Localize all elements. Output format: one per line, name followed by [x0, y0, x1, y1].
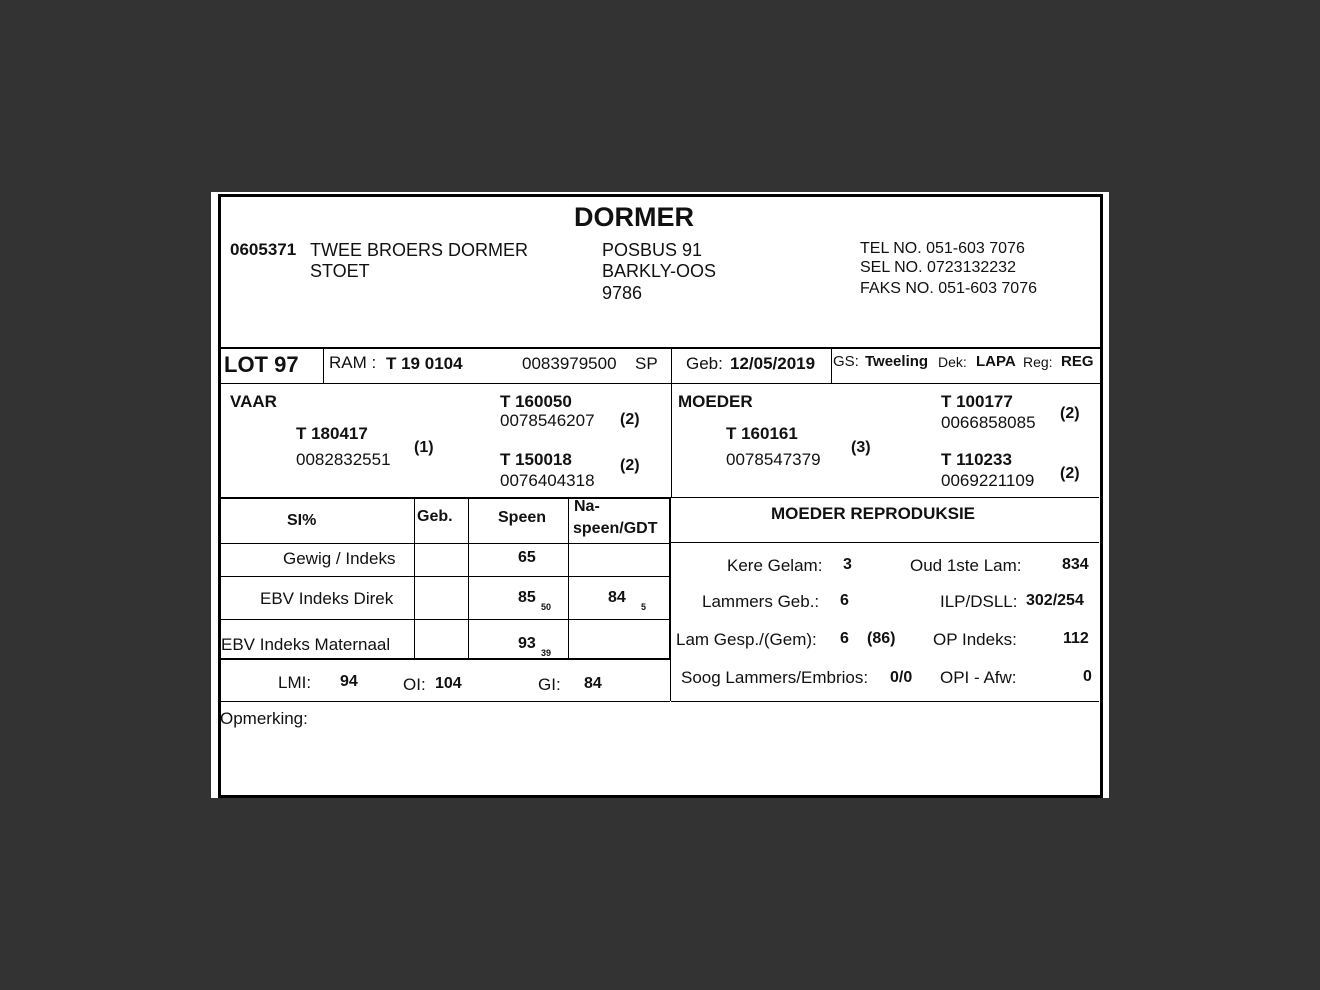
gesp-value: 6 — [840, 630, 849, 647]
address-line3: 9786 — [602, 283, 643, 303]
lammers-value: 6 — [840, 592, 849, 609]
kere-label: Kere Gelam: — [727, 556, 823, 575]
tel-number: TEL NO. 051-603 7076 — [860, 240, 1025, 257]
repro-title-rule — [671, 542, 1099, 543]
breeder-code: 0605371 — [230, 240, 297, 259]
moeder-id: T 160161 — [726, 424, 798, 443]
gi-value: 84 — [584, 675, 602, 692]
op-value: 112 — [1063, 630, 1089, 647]
si-row-label: EBV Indeks Maternaal — [221, 635, 391, 654]
sel-number: SEL NO. 0723132232 — [860, 259, 1016, 276]
opi-label: OPI - Afw: — [940, 668, 1017, 687]
si-row-rule-1 — [220, 543, 670, 544]
si-header-speen: Speen — [498, 509, 547, 526]
si-row-rule-2 — [220, 576, 670, 577]
moeder-number: 0078547379 — [726, 450, 821, 469]
si-row-naspeen-sub: 5 — [641, 602, 647, 612]
si-row-speen: 93 — [518, 635, 536, 652]
si-row-speen-sub: 39 — [541, 648, 552, 658]
moeder-dam-count: (2) — [1060, 465, 1080, 482]
si-header-naspeen-line1: Na- — [574, 498, 600, 515]
si-header-label: SI% — [287, 512, 317, 529]
si-col-divider-3 — [568, 498, 569, 660]
si-row-speen: 85 — [518, 589, 536, 606]
gesp-gem: (86) — [867, 630, 896, 647]
lmi-label: LMI: — [278, 673, 312, 692]
address-line1: POSBUS 91 — [602, 240, 703, 260]
ram-number: 0083979500 — [522, 354, 617, 373]
oi-value: 104 — [435, 675, 462, 692]
repro-title: MOEDER REPRODUKSIE — [771, 504, 976, 523]
geb-divider — [831, 348, 832, 384]
remarks-label: Opmerking: — [220, 709, 308, 728]
faks-number: FAKS NO. 051-603 7076 — [860, 280, 1037, 297]
moeder-dam-id: T 110233 — [941, 450, 1012, 469]
vaar-label: VAAR — [230, 392, 277, 411]
ram-label: RAM : — [329, 353, 377, 372]
breeder-name-line2: STOET — [310, 261, 370, 281]
vaar-sire-id: T 160050 — [500, 392, 572, 411]
vaar-sire-number: 0078546207 — [500, 411, 595, 430]
repro-left-rule — [670, 497, 671, 701]
geb-date: 12/05/2019 — [730, 354, 816, 373]
si-row-speen: 65 — [518, 549, 536, 566]
vaar-sire-count: (2) — [620, 411, 640, 428]
oud-value: 834 — [1062, 556, 1089, 573]
si-row-rule-3 — [220, 619, 670, 620]
gesp-label: Lam Gesp./(Gem): — [676, 630, 817, 649]
oi-label: OI: — [403, 675, 426, 694]
dek-label: Dek: — [938, 354, 967, 370]
ram-divider — [671, 348, 672, 384]
vaar-dam-number: 0076404318 — [500, 471, 595, 490]
ilp-value: 302/254 — [1026, 592, 1084, 609]
pedigree-divider — [671, 384, 672, 497]
moeder-dam-number: 0069221109 — [941, 471, 1035, 490]
vaar-count: (1) — [414, 439, 434, 456]
repro-bottom-rule — [671, 701, 1099, 702]
gs-value: Tweeling — [865, 353, 929, 370]
op-label: OP Indeks: — [933, 630, 1017, 649]
ilp-label: ILP/DSLL: — [940, 592, 1018, 611]
reg-value: REG — [1061, 353, 1094, 370]
si-col-divider-1 — [414, 498, 415, 660]
vaar-id: T 180417 — [296, 424, 368, 443]
geb-label: Geb: — [686, 354, 723, 373]
reg-label: Reg: — [1023, 354, 1053, 370]
repro-top-rule — [671, 497, 1099, 498]
lmi-value: 94 — [340, 673, 358, 690]
opi-value: 0 — [1083, 668, 1092, 685]
moeder-sire-number: 0066858085 — [941, 413, 1036, 432]
lot-row-top-rule — [220, 347, 1100, 349]
ram-class: SP — [635, 354, 658, 373]
kere-value: 3 — [843, 556, 852, 573]
vaar-number: 0082832551 — [296, 450, 391, 469]
si-col-divider-2 — [468, 498, 469, 660]
si-row-naspeen: 84 — [608, 589, 626, 606]
gs-label: GS: — [833, 353, 859, 370]
si-row-speen-sub: 50 — [541, 602, 552, 612]
address-line2: BARKLY-OOS — [602, 261, 717, 281]
soog-label: Soog Lammers/Embrios: — [681, 668, 869, 687]
lot-divider — [323, 348, 324, 384]
moeder-count: (3) — [851, 439, 871, 456]
oud-label: Oud 1ste Lam: — [910, 556, 1022, 575]
indices-bottom-rule — [220, 701, 670, 702]
soog-value: 0/0 — [890, 669, 913, 686]
breed-title: DORMER — [574, 202, 694, 232]
lammers-label: Lammers Geb.: — [702, 592, 820, 611]
breeder-name-line1: TWEE BROERS DORMER — [310, 240, 529, 260]
moeder-label: MOEDER — [678, 392, 753, 411]
si-row-label: EBV Indeks Direk — [260, 589, 394, 608]
lot-card — [211, 192, 1109, 798]
si-row-label: Gewig / Indeks — [283, 549, 396, 568]
vaar-dam-id: T 150018 — [500, 450, 572, 469]
vaar-dam-count: (2) — [620, 457, 640, 474]
gi-label: GI: — [538, 675, 561, 694]
lot-row-bottom-rule — [220, 383, 1100, 384]
ram-id: T 19 0104 — [386, 354, 463, 373]
si-header-geb: Geb. — [417, 508, 453, 525]
moeder-sire-count: (2) — [1060, 405, 1080, 422]
si-header-naspeen-line2: speen/GDT — [573, 520, 658, 537]
dek-value: LAPA — [976, 353, 1016, 370]
lot-number: LOT 97 — [224, 352, 299, 377]
moeder-sire-id: T 100177 — [941, 392, 1013, 411]
